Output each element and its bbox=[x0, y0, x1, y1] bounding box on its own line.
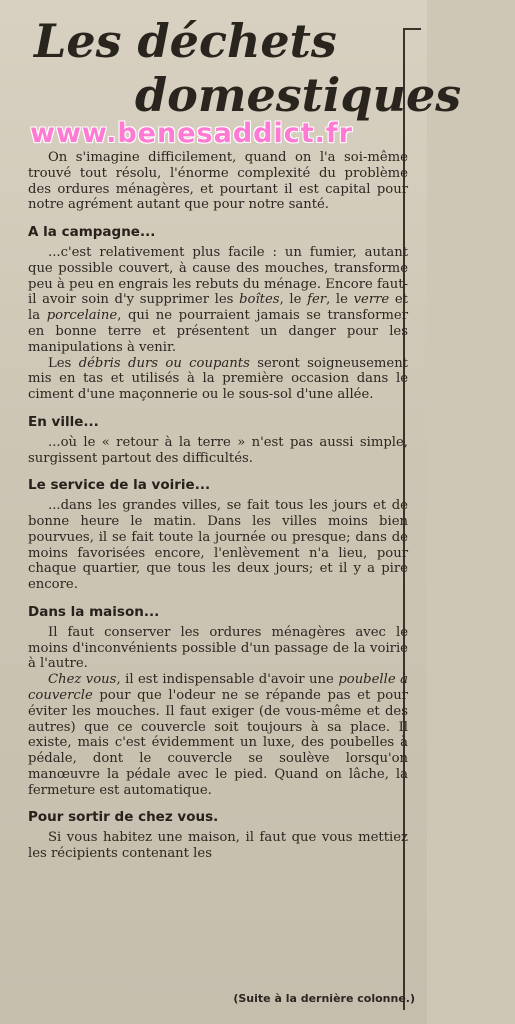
ville-paragraph: ...où le « retour à la terre » n'est pas aussi simple, surgissent partout des difficultés. bbox=[28, 434, 408, 466]
maison-paragraph-1: Il faut conserver les ordures ménagères avec le moins d'inconvénients possible d'un passage de la voirie à l'autre. bbox=[28, 624, 408, 672]
title-line-2: domestiques bbox=[135, 68, 462, 122]
voirie-paragraph: ...dans les grandes villes, se fait tous les jours et de bonne heure le matin. Dans les villes moins bien pourvues, il se fait toute la journée ou presque; dans de moins favorisées encore, l'enlèvement n'a lieu, pour chaque quartier, que tous les deux jours; et il y a pire encore. bbox=[28, 498, 408, 593]
maison-paragraph-2: Chez vous, il est indispensable d'avoir une poubelle à couvercle pour que l'odeur ne se répande pas et pour éviter les mouches. Il faut exiger (de vous-même et des autres) que ce couvercle soit toujours à sa place. Il existe, mais c'est évidemment un luxe, des poubelles à pédale, dont le couvercle se soulève lorsqu'on manœuvre la pédale avec le pied. Quand on lâche, la fermeture est automatique. bbox=[28, 672, 408, 798]
campagne-paragraph-1: ...c'est relativement plus facile : un fumier, autant que possible couvert, à cause des mouches, transforme peu à peu en engrais les rebuts du ménage. Encore faut-il avoir soin d'y supprimer les boîtes, le fer, le verre et la porcelaine, qui ne pourraient jamais se transformer en bonne terre et présentent un danger pour les manipulations à venir. bbox=[28, 244, 408, 355]
title-line-1: Les déchets bbox=[34, 14, 337, 68]
article-column bbox=[28, 150, 408, 862]
heading-maison: Dans la maison... bbox=[28, 603, 160, 620]
heading-ville: En ville... bbox=[28, 413, 99, 430]
campagne-paragraph-2: Les débris durs ou coupants seront soigneusement mis en tas et utilisés à la première occasion dans le ciment d'une maçonnerie ou le sous-sol d'une allée. bbox=[28, 355, 408, 403]
intro-paragraph: On s'imagine difficilement, quand on l'a soi-même trouvé tout résolu, l'énorme complexité du problème des ordures ménagères, et pourtant il est capital pour notre agrément autant que pour notre santé. bbox=[28, 150, 408, 213]
heading-voirie: Le service de la voirie... bbox=[28, 477, 211, 494]
heading-campagne: A la campagne... bbox=[28, 224, 156, 241]
heading-sortir: Pour sortir de chez vous. bbox=[28, 809, 219, 826]
sortir-paragraph: Si vous habitez une maison, il faut que vous mettiez les récipients contenant les bbox=[28, 830, 408, 862]
watermark: www.benesaddict.fr bbox=[30, 118, 353, 149]
continuation-note: (Suite à la dernière colonne.) bbox=[233, 992, 415, 1005]
